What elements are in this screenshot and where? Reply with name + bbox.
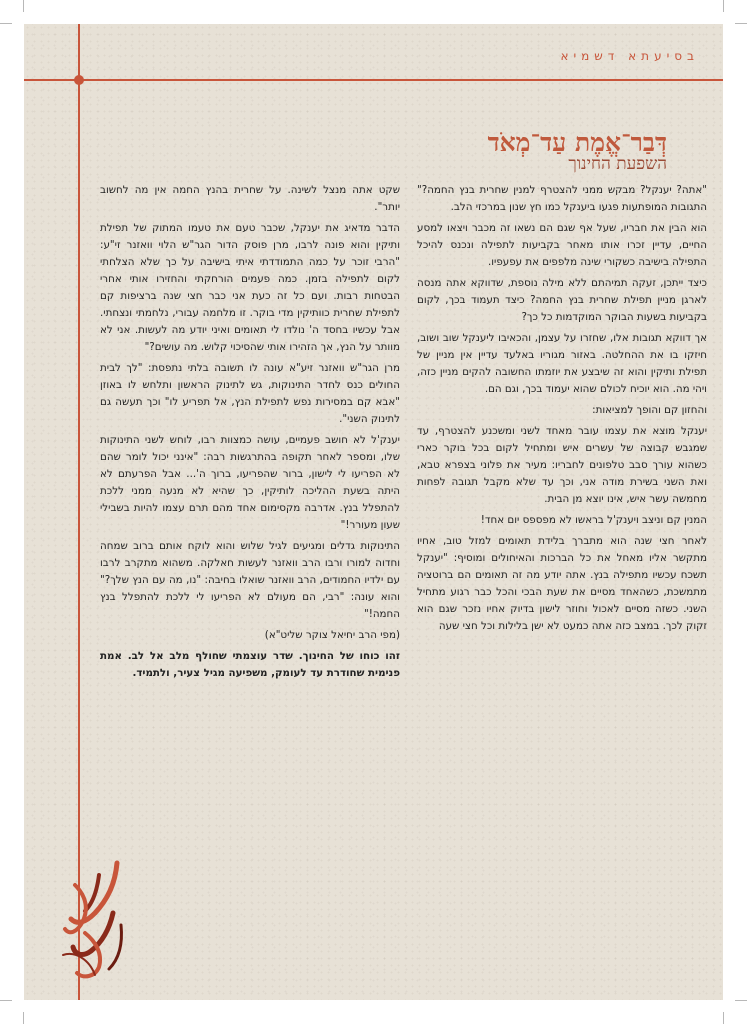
paragraph: והחזון קם והופך למציאות: [592, 404, 707, 416]
paragraph: המנין קם וניצב ויענק'ל בראשו לא מפספס יום אחד! [480, 514, 707, 526]
paragraph: כיצד ייתכן, זעקה תמיהתם ללא מילה נוספת, שדווקא אתה מנסה לארגן מניין תפילת שחרית בנץ החמה? כיצד תעמוד בכך, לקום בקביעות בשעות הבוקר המוקדמות כל כך? [417, 277, 707, 323]
rule-intersection-dot [74, 75, 84, 85]
paragraph: הוא הבין את חבריו, שעל אף שגם הם נשאו זה מכבר ויצאו למסע החיים, עדיין זכרו אותו מאחר בקביעות לתפילה ונכנס להיכל התפילה בישיבה כשקורי שינה מלפפים את עפעפיו. [417, 222, 707, 268]
crop-mark [23, 1012, 24, 1024]
article-subtitle: השפעת החינוך [568, 154, 667, 174]
crop-mark [23, 0, 24, 12]
calligraphy-logo-icon [55, 855, 135, 985]
paragraph: הדבר מדאיג את יענקל, שכבר טעם את טעמו המתוק של תפילת ותיקין והוא פונה לרבו, מרן פוסק הדור הגר"ש הלוי וואזנר זי"ע: "הרבי זוכר על כמה התמודדתי איתי בישיבה על כך שלא הצלחתי לקום לתפילה בזמן. כמה פעמים הורחקתי והחזירו אותי אחרי הבטחות רבות. ועם כל זה כעת אני כבר חצי שנה ברציפות קם לתפילת שחרית כוותיקין מדי בוקר. זו מלחמה עבורי, נלחמתי ונצחתי. אבל עכשיו בחסד ה' נולדו לי תאומים ואיני יודע מה לעשות. אני לא מוותר על הנץ, אך הזהירו אותי שהסיכוי קלוש. מה עושים?" [100, 222, 400, 353]
paragraph: יענקל מוצא את עצמו עובר מאחד לשני ומשכנע להצטרף, עד שמגבש קבוצה של עשרים איש ומתחיל לקום בכל בוקר כארי כשהוא עורך סבב טלפונים לחבריו: מעיר את פלוני בצפרא טבא, ואת השני בשירת מודה אני, וכך עד שלא מקבל תגובה לפחות מחמשה עשר איש, אינו יוצא מן הבית. [417, 425, 707, 505]
running-header: בסיעתא דשמיא [560, 49, 699, 63]
crop-mark [723, 1012, 724, 1024]
paragraph: שקט אתה מנצל לשינה. על שחרית בהנץ החמה אין מה לחשוב יותר". [100, 184, 400, 213]
paragraph: יענק'ל לא חושב פעמיים, עושה כמצוות רבו, לוחש לשני התינוקות שלו, ומספר לאחר תקופה בהתרגשות רבה: "אינני יכול לומר שהם לא הפריעו לי לישון, ברור שהפריעו, ברוך ה'... אבל הפרעתם לא היתה בשעת ההליכה לותיקין, כך שהיא לא מנעה ממני ללכת להתפלל בנץ. אדרבה מקסימום אחד מהם תרם עצמו להיות בשבילי שעון מעורר!" [100, 434, 400, 531]
text-column-left [100, 182, 400, 902]
crop-mark [735, 1000, 747, 1001]
source-credit: (מפי הרב יחיאל צוקר שליט"א) [264, 629, 400, 641]
paragraph: התינוקות גדלים ומגיעים לגיל שלוש והוא לוקח אותם ברוב שמחה וחדוה למורו ורבו הרב וואזנר לעשות חאלקה. משהוא מתקרב לרבו עם ילדיו החמודים, הרב וואזנר שואלו בחיבה: "נו, מה עם הנץ שלך?" והוא עונה: "רבי, הם מעולם לא הפריעו לי ללכת להתפלל בנץ החמה!" [100, 540, 400, 620]
paragraph: לאחר חצי שנה הוא מתברך בלידת תאומים למזל טוב, אחיו מתקשר אליו מאחל את כל הברכות והאיחולים ומוסיף: "יענקל תשכח עכשיו מתפילה בנץ. אתה יודע מה זה תאומים הם ברוטציה מתמשכת, כשהאחד מסיים את שעת הבכי והכל כבר רגוע מתחיל השני. כשזה מסיים לאכול וחוזר לישון בדיוק אחיו נזכר שגם הוא זקוק לכך. במצב כזה אתה כמעט לא ישן בלילות וכל חצי שעה [417, 535, 707, 632]
article-title: דְּבַר־אֱמֶת עַד־מְאֹד [487, 128, 667, 157]
paragraph: אך דווקא תגובות אלו, שחזרו על עצמן, והכאיבו ליענקל שוב ושוב, חיזקו בו את ההחלטה. באזור מגוריו באלעד עדיין אין מניין של תפילת ותיקין והוא זה שיבצע את יוזמתו החשובה להקים מניין כזה, ויהי מה. הוא יוכיח לכולם שהוא יעמוד בכך, וגם הם. [417, 332, 707, 395]
text-column-right [417, 182, 707, 902]
margin-rule [78, 24, 80, 1000]
crop-mark [0, 1000, 12, 1001]
paragraph: מרן הגר"ש וואזנר זיע"א עונה לו תשובה בלתי נתפסת: "לך לבית החולים כנס לחדר התינוקות, גש לתינוק הראשון ותלחש לו באוזן "אבא קם במסירות נפש לתפילת הנץ, אל תפריע לו" וכך תעשה גם לתינוק השני". [100, 362, 400, 425]
crop-mark [735, 23, 747, 24]
crop-mark [0, 23, 12, 24]
closing-message: זהו כוחו של החינוך. שדר עוצמתי שחולף מלב אל לב. אמת פנימית שחודרת עד לעומק, משפיעה מגיל צעיר, ולתמיד. [100, 650, 400, 679]
crop-mark [723, 0, 724, 12]
paragraph: "אתה? יענקל? מבקש ממני להצטרף למנין שחרית בנץ החמה?" התגובות המופתעות פגעו ביענקל כמו חץ שנון במרכזי הלב. [417, 184, 707, 213]
header-rule [24, 79, 723, 81]
